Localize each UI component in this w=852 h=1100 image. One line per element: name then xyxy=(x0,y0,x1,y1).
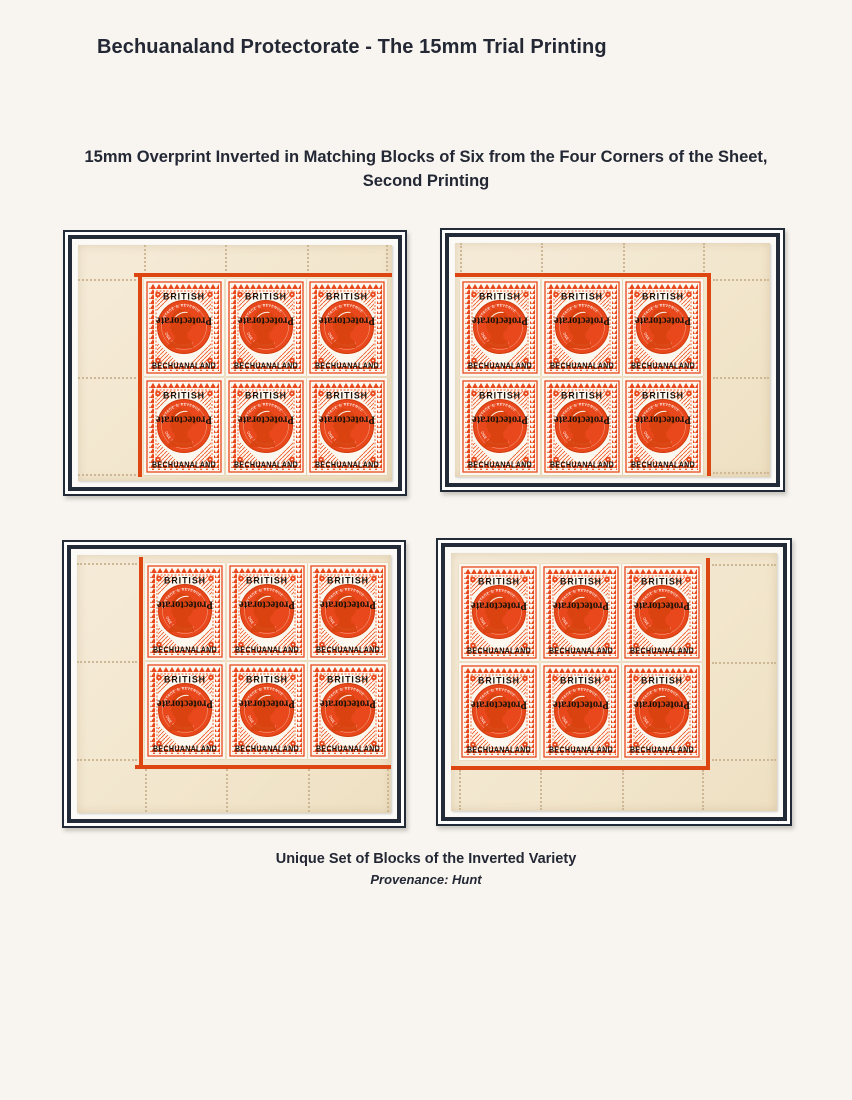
stamp xyxy=(460,378,540,475)
top-left-corner-block xyxy=(144,279,387,475)
stamp xyxy=(308,563,388,660)
jubilee-line-horizontal xyxy=(455,273,711,277)
frame-mat xyxy=(67,545,401,823)
top-right-corner-block xyxy=(460,279,703,475)
jubilee-line-vertical xyxy=(707,273,711,476)
perforation-line xyxy=(144,245,146,275)
stamp xyxy=(227,662,307,759)
perforation-line xyxy=(387,769,389,812)
perforation-line xyxy=(145,769,147,812)
subtitle-line-2: Second Printing xyxy=(362,172,490,190)
stamp-block-frame-bottom-left xyxy=(62,540,406,828)
perforation-line xyxy=(712,564,776,566)
perforation-line xyxy=(459,770,461,810)
jubilee-line-vertical xyxy=(139,557,143,765)
stamp xyxy=(227,563,307,660)
perforation-line xyxy=(713,279,769,281)
frame-mat xyxy=(445,233,780,487)
perforation-line xyxy=(541,243,543,275)
stamp xyxy=(541,663,621,760)
perforation-line xyxy=(713,472,769,474)
perforation-line xyxy=(78,474,136,476)
perforation-line xyxy=(460,243,462,275)
stamp xyxy=(144,279,224,376)
subtitle-line-1: 15mm Overprint Inverted in Matching Blocks of Six from the Four Corners of the Sheet, xyxy=(84,148,768,166)
jubilee-line-vertical xyxy=(138,273,142,477)
jubilee-line-horizontal xyxy=(451,766,710,770)
sheet-corner-scan-bottom-left xyxy=(77,555,391,813)
bottom-right-corner-block xyxy=(459,564,702,760)
stamp xyxy=(622,564,702,661)
perforation-line xyxy=(308,769,310,812)
stamp xyxy=(459,564,539,661)
stamp xyxy=(622,663,702,760)
sheet-corner-scan-bottom-right xyxy=(451,553,777,811)
perforation-line xyxy=(77,563,137,565)
jubilee-line-horizontal xyxy=(134,273,392,277)
stamp-block-frame-bottom-right xyxy=(436,538,792,826)
perforation-line xyxy=(386,245,388,275)
perforation-line xyxy=(77,759,137,761)
jubilee-line-vertical xyxy=(706,558,710,766)
perforation-line xyxy=(77,661,137,663)
perforation-line xyxy=(712,662,776,664)
stamp xyxy=(459,663,539,760)
perforation-line xyxy=(703,243,705,275)
stamp xyxy=(307,279,387,376)
perforation-line xyxy=(225,245,227,275)
stamp xyxy=(145,662,225,759)
provenance-note: Provenance: Hunt xyxy=(370,872,482,887)
stamp xyxy=(623,378,703,475)
stamp xyxy=(226,378,306,475)
stamp xyxy=(623,279,703,376)
perforation-line xyxy=(307,245,309,275)
page-title: Bechuanaland Protectorate - The 15mm Trial Printing xyxy=(97,36,607,58)
stamp xyxy=(542,279,622,376)
perforation-line xyxy=(540,770,542,810)
stamp-block-frame-top-left xyxy=(63,230,407,496)
perforation-line xyxy=(623,243,625,275)
stamp xyxy=(145,563,225,660)
stamp xyxy=(542,378,622,475)
stamp xyxy=(541,564,621,661)
perforation-line xyxy=(78,279,136,281)
perforation-line xyxy=(78,377,136,379)
jubilee-line-horizontal xyxy=(135,765,391,769)
perforation-line xyxy=(713,377,769,379)
bottom-left-corner-block xyxy=(145,563,388,759)
stamp-block-frame-top-right xyxy=(440,228,785,492)
stamp xyxy=(460,279,540,376)
frame-mat xyxy=(68,235,402,491)
stamp xyxy=(226,279,306,376)
perforation-line xyxy=(702,770,704,810)
perforation-line xyxy=(712,759,776,761)
stamp xyxy=(144,378,224,475)
frame-mat xyxy=(441,543,787,821)
sheet-corner-scan-top-left xyxy=(78,245,392,481)
perforation-line xyxy=(226,769,228,812)
stamp xyxy=(308,662,388,759)
sheet-corner-scan-top-right xyxy=(455,243,770,477)
caption: Unique Set of Blocks of the Inverted Variety xyxy=(275,851,577,867)
perforation-line xyxy=(622,770,624,810)
page-subtitle xyxy=(0,145,852,193)
stamp xyxy=(307,378,387,475)
